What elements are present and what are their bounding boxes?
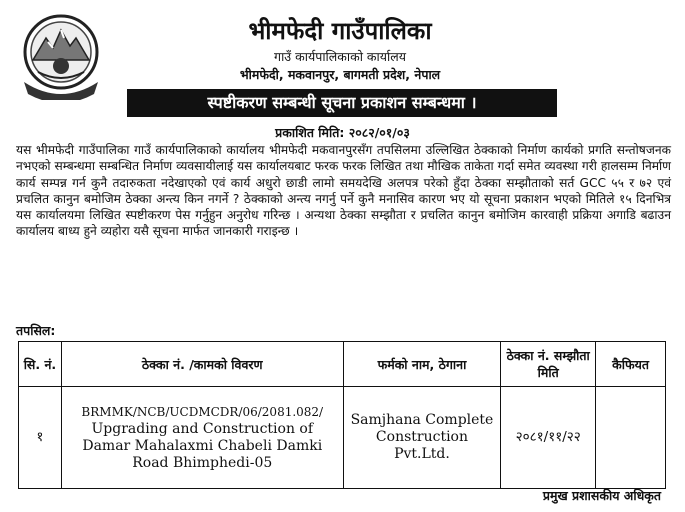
header-contract: ठेक्का नं. /कामको विवरण — [61, 342, 343, 387]
tapsil-label: तपसिल: — [16, 323, 56, 338]
office-name: गाउँ कार्यपालिकाको कार्यालय — [274, 49, 406, 64]
header-date: ठेक्का नं. सम्झौता मिति — [501, 342, 596, 387]
notice-title: स्पष्टीकरण सम्बन्धी सूचना प्रकाशन सम्बन्धमा । — [127, 89, 557, 117]
published-date: प्रकाशित मिति: २०८२/०१/०३ — [275, 125, 410, 140]
cell-sn: १ — [19, 387, 62, 489]
notice-paragraph: यस भीमफेदी गाउँपालिका गाउँ कार्यपालिकाको कार्यालय भीमफेदी मकवानपुरसँग तपसिलमा उल्लिखित ठेक्काको निर्माण कार्यको प्रगति सन्तोषजनक नभएको सम्बन्धमा सम्बन्धित निर्माण व्यवसायीलाई यस कार्यालयबाट फरक फरक लिखित तथा मौखिक ताकेता गर्दा समेत व्यवस्था गरी हालसम्म निर्माण कार्य सम्पन्न गर्न कुनै तदारुकता नदेखाएको एवं कार्य अधुरो छाडी लामो समयदेखि अलपत्र परेको हुँदा ठेक्का सम्झौताको सर्त GCC ५५ र ७२ एवं प्रचलित कानुन बमोजिम ठेक्का अन्त्य किन नगर्ने ? ठेक्काको अन्त्य नगर्नु पर्ने कुनै मनासिव कारण भए यो सूचना प्रकाशन भएको मितिले १५ दिनभित्र यस कार्यालयमा लिखित स्पष्टीकरण पेस गर्नुहुन अनुरोध गरिन्छ । अन्यथा ठेक्का सम्झौता र प्रचलित कानुन बमोजिम कारवाही प्रक्रिया अगाडि बढाउन कार्यालय बाध्य हुने व्यहोरा यसै सूचना मार्फत जानकारी गराइन्छ । — [16, 143, 671, 239]
notice-body — [16, 142, 671, 240]
table-header-row — [19, 342, 666, 387]
header-remarks: कैफियत — [596, 342, 666, 387]
cell-firm: Samjhana Complete Construction Pvt.Ltd. — [343, 387, 501, 489]
government-emblem-icon — [18, 12, 104, 100]
header-sn: सि. नं. — [19, 342, 62, 387]
work-description: Upgrading and Construction of Damar Mahalaxmi Chabeli Damki Road Bhimphedi-05 — [82, 420, 323, 471]
signature-title: प्रमुख प्रशासकीय अधिकृत — [542, 488, 661, 503]
table-row — [19, 387, 666, 489]
cell-date: २०८१/११/२२ — [501, 387, 596, 489]
header-firm: फर्मको नाम, ठेगाना — [343, 342, 501, 387]
contract-number: BRMMK/NCB/UCDMCDR/06/2081.082/ — [81, 404, 324, 419]
cell-remarks — [596, 387, 666, 489]
contract-table — [18, 341, 666, 489]
cell-contract — [61, 387, 343, 489]
municipality-name: भीमफेदी गाउँपालिका — [248, 17, 432, 45]
office-address: भीमफेदी, मकवानपुर, बागमती प्रदेश, नेपाल — [239, 67, 441, 82]
